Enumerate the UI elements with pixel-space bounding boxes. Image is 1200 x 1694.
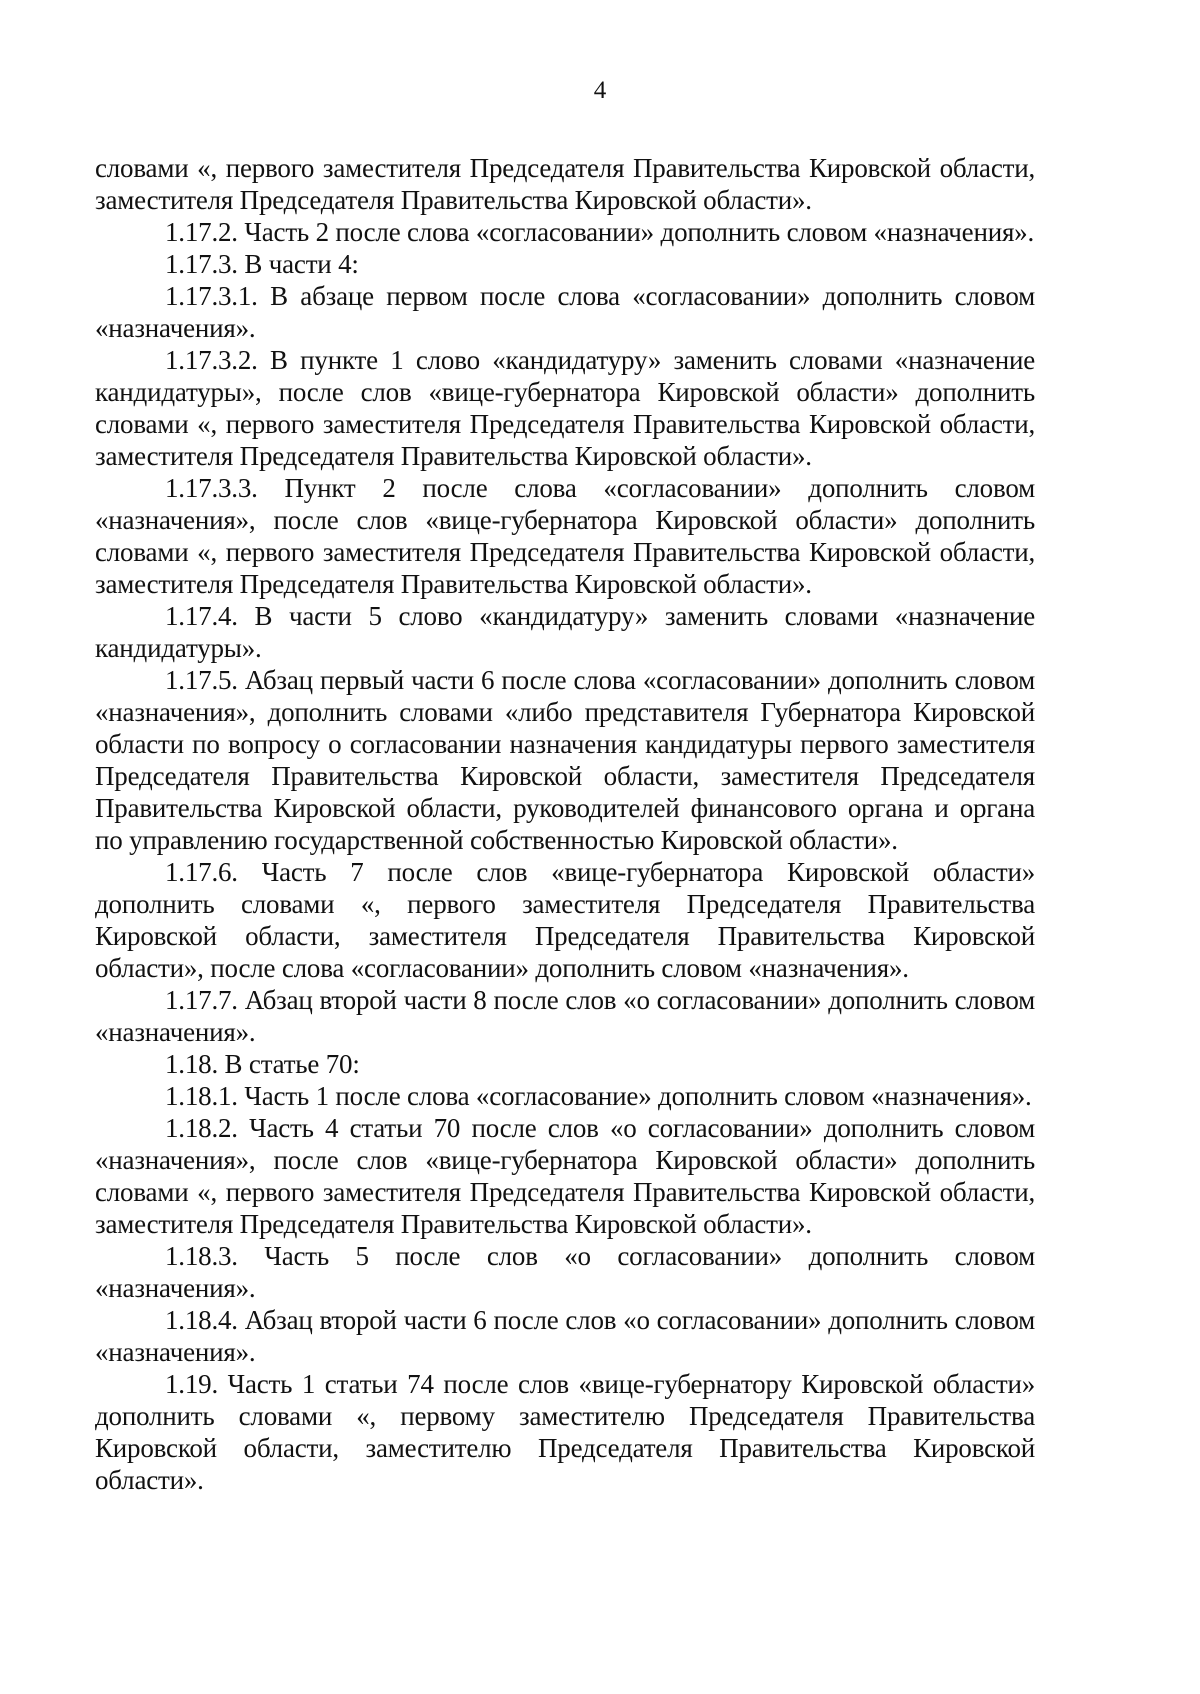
paragraph-1-17-5: 1.17.5. Абзац первый части 6 после слова «согласовании» дополнить словом «назначения», дополнить словами «либо представителя Губернатора Кировской области по вопросу о согласовании назначения кандидатуры первого заместителя Председателя Правительства Кировской области, заместителя Председателя Правительства Кировской области, руководителей финансового органа и органа по управлению государственной собственностью Кировской области». bbox=[95, 665, 1035, 855]
paragraph-1-17-3-3: 1.17.3.3. Пункт 2 после слова «согласовании» дополнить словом «назначения», после слов «вице-губернатора Кировской области» дополнить словами «, первого заместителя Председателя Правительства Кировской области, заместителя Председателя Правительства Кировской области». bbox=[95, 473, 1035, 599]
paragraph-1-19: 1.19. Часть 1 статьи 74 после слов «вице-губернатору Кировской области» дополнить словами «, первому заместителю Председателя Правительства Кировской области, заместителю Председателя Правительства Кировской области». bbox=[95, 1369, 1035, 1495]
paragraph-continuation: словами «, первого заместителя Председателя Правительства Кировской области, заместителя Председателя Правительства Кировской области». bbox=[95, 153, 1035, 215]
paragraph-1-17-4: 1.17.4. В части 5 слово «кандидатуру» заменить словами «назначение кандидатуры». bbox=[95, 601, 1035, 663]
document-body bbox=[95, 152, 1035, 1496]
paragraph-1-18-3: 1.18.3. Часть 5 после слов «о согласовании» дополнить словом «назначения». bbox=[95, 1241, 1035, 1303]
paragraph-1-17-6: 1.17.6. Часть 7 после слов «вице-губернатора Кировской области» дополнить словами «, первого заместителя Председателя Правительства Кировской области, заместителя Председателя Правительства Кировской области», после слова «согласовании» дополнить словом «назначения». bbox=[95, 857, 1035, 983]
paragraph-1-18-4: 1.18.4. Абзац второй части 6 после слов «о согласовании» дополнить словом «назначения». bbox=[95, 1305, 1035, 1367]
paragraph-1-17-7: 1.17.7. Абзац второй части 8 после слов «о согласовании» дополнить словом «назначения». bbox=[95, 985, 1035, 1047]
paragraph-1-17-3-1: 1.17.3.1. В абзаце первом после слова «согласовании» дополнить словом «назначения». bbox=[95, 281, 1035, 343]
page-number: 4 bbox=[593, 77, 607, 104]
paragraph-1-18: 1.18. В статье 70: bbox=[165, 1049, 360, 1079]
paragraph-1-18-2: 1.18.2. Часть 4 статьи 70 после слов «о согласовании» дополнить словом «назначения», после слов «вице-губернатора Кировской области» дополнить словами «, первого заместителя Председателя Правительства Кировской области, заместителя Председателя Правительства Кировской области». bbox=[95, 1113, 1035, 1239]
paragraph-1-17-2: 1.17.2. Часть 2 после слова «согласовании» дополнить словом «назначения». bbox=[165, 217, 1035, 247]
paragraph-1-18-1: 1.18.1. Часть 1 после слова «согласование» дополнить словом «назначения». bbox=[165, 1081, 1032, 1111]
paragraph-1-17-3: 1.17.3. В части 4: bbox=[165, 249, 359, 279]
paragraph-1-17-3-2: 1.17.3.2. В пункте 1 слово «кандидатуру» заменить словами «назначение кандидатуры», после слов «вице-губернатора Кировской области» дополнить словами «, первого заместителя Председателя Правительства Кировской области, заместителя Председателя Правительства Кировской области». bbox=[95, 345, 1035, 471]
